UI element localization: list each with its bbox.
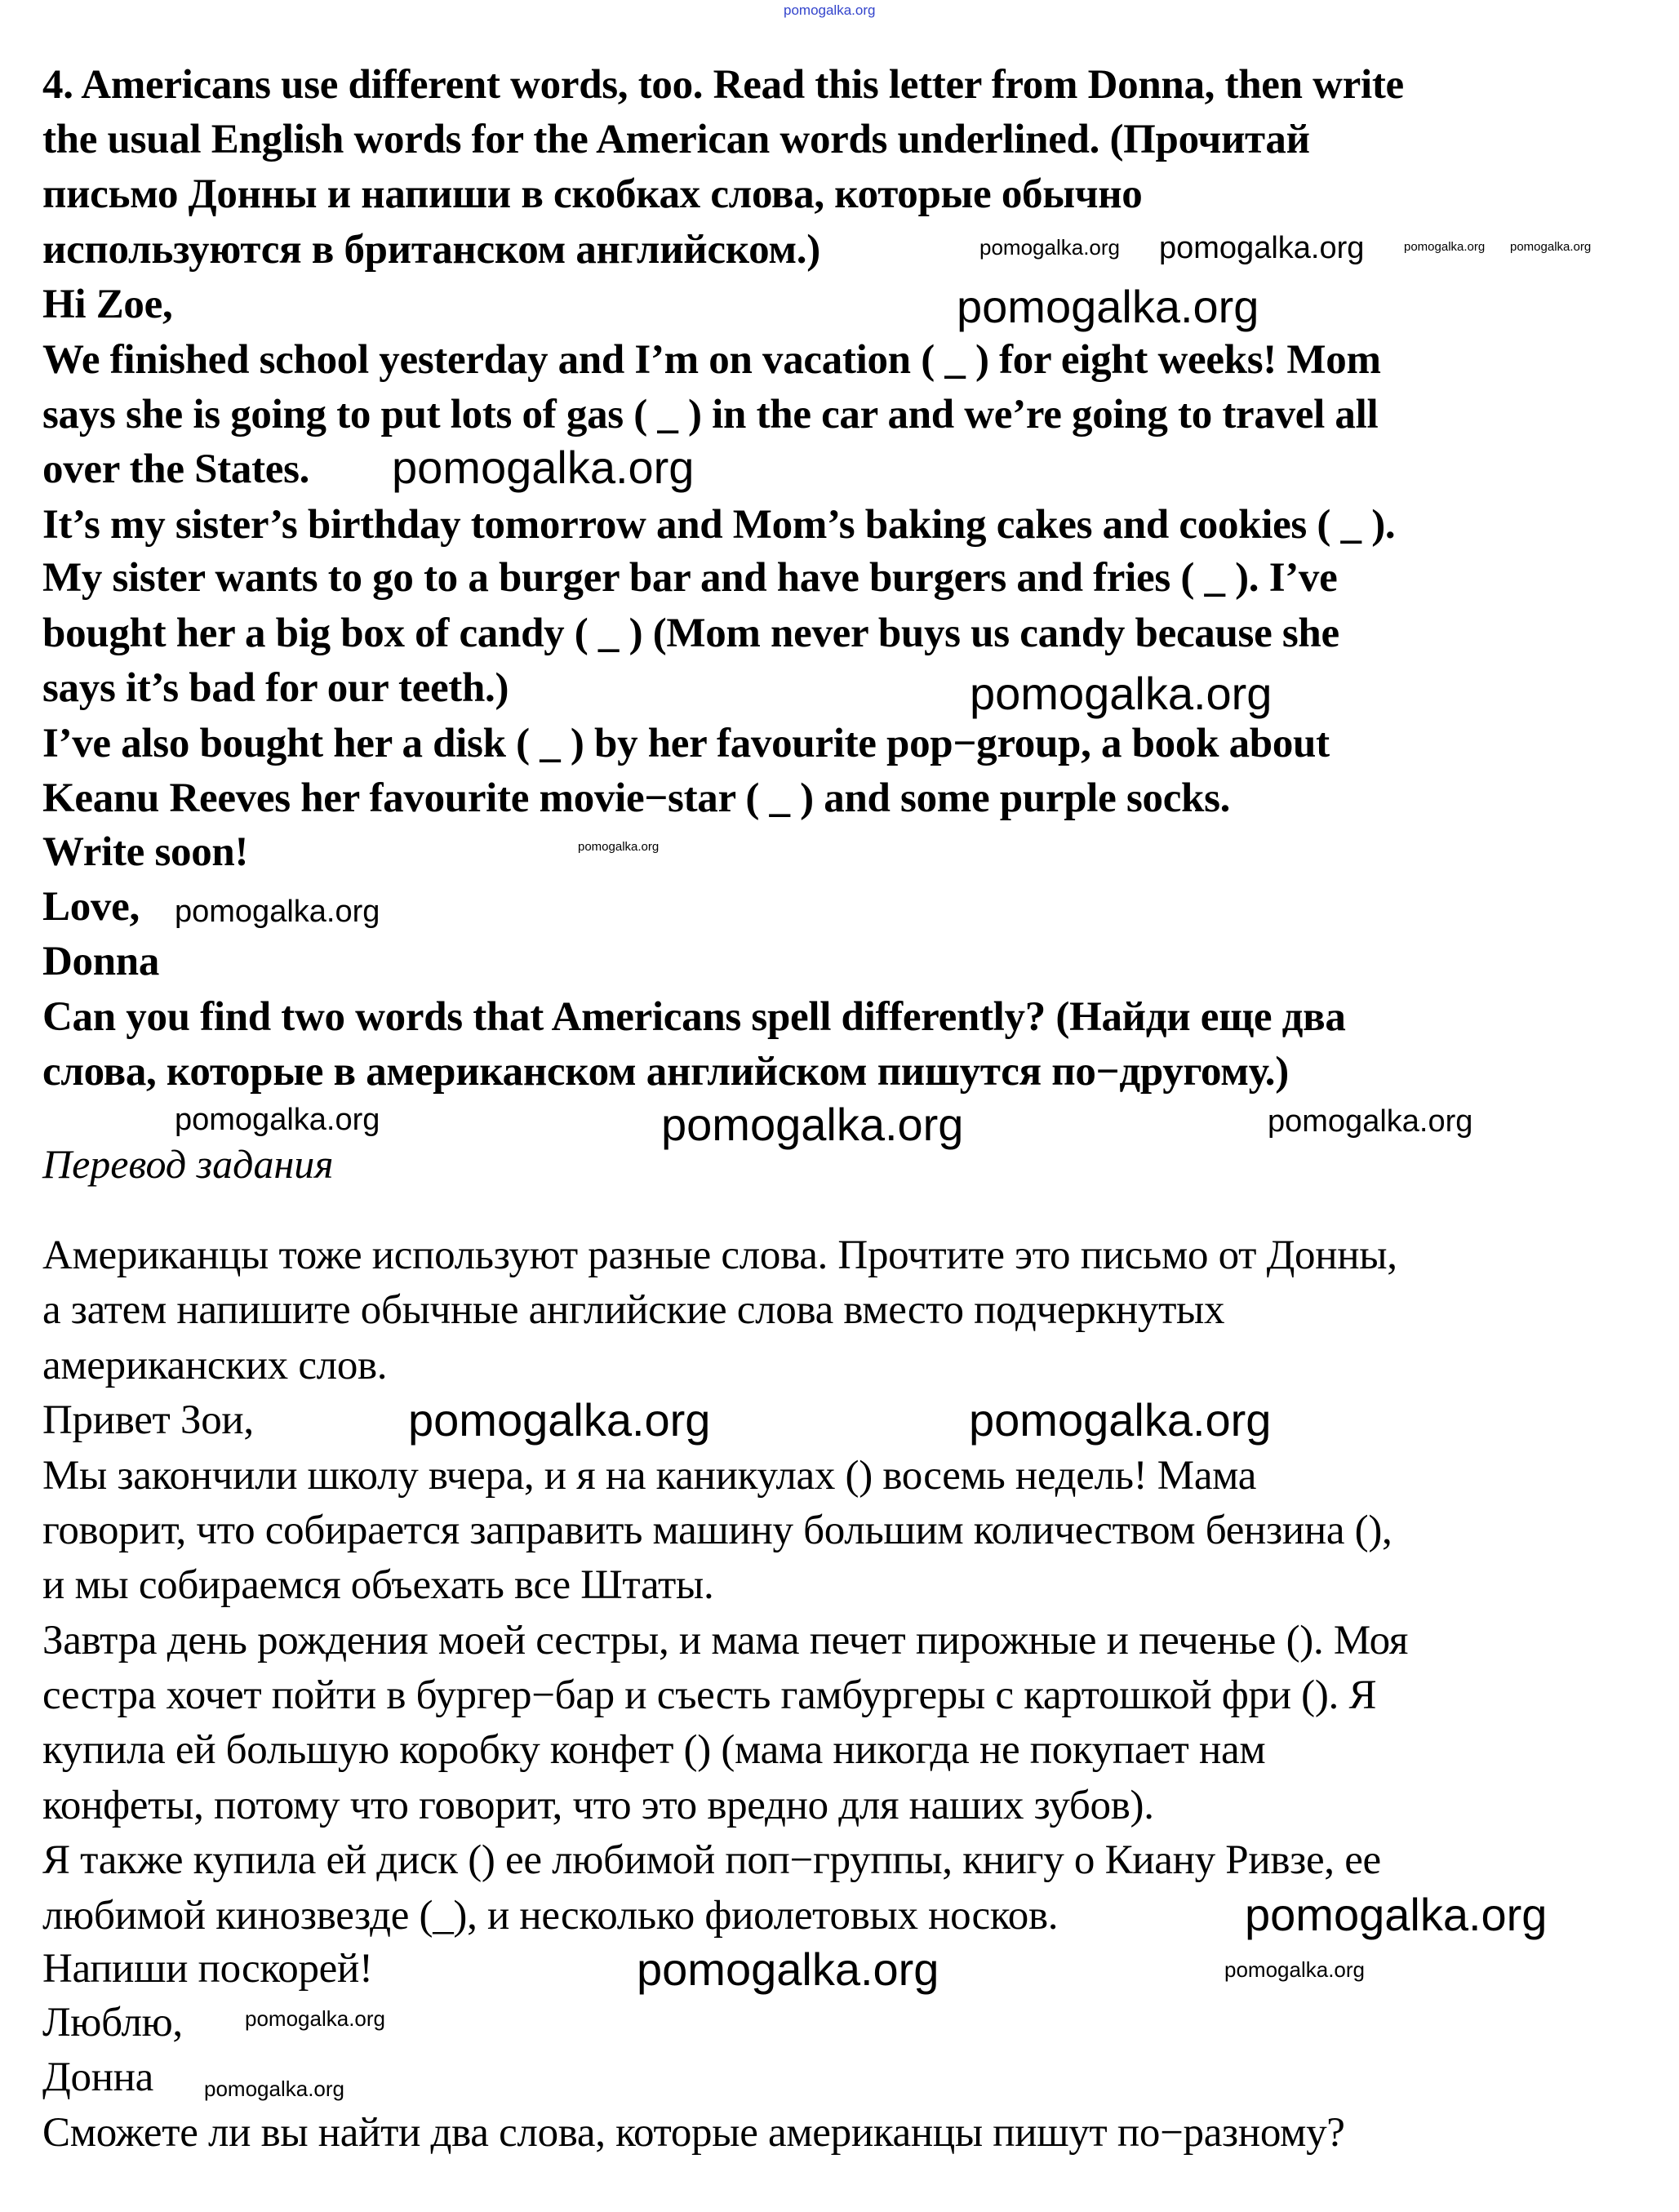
watermark: pomogalka.org [661,1099,964,1150]
task-line: the usual English words for the American words underlined. (Прочитай [42,117,1310,162]
translation-line: Американцы тоже используют разные слова. Прочтите это письмо от Донны, [42,1233,1397,1278]
watermark: pomogalka.org [1159,231,1365,265]
task-line: says she is going to put lots of gas ( _ ) in the car and we’re going to travel all [42,392,1379,438]
task-line: используются в британском английском.) [42,227,820,273]
watermark: pomogalka.org [979,235,1120,260]
translation-line: Привет Зои, [42,1397,254,1443]
translation-line: купила ей большую коробку конфет () (мама никогда не покупает нам [42,1727,1266,1773]
watermark: pomogalka.org [175,895,380,929]
watermark: pomogalka.org [408,1394,711,1446]
translation-line: любимой кинозвезде (_), и несколько фиолетовых носков. [42,1893,1059,1939]
watermark: pomogalka.org [1224,1957,1365,1982]
watermark: pomogalka.org [245,2006,385,2031]
translation-line: сестра хочет пойти в бургер−бар и съесть гамбургеры с картошкой фри (). Я [42,1672,1377,1718]
translation-heading: Перевод задания [42,1141,334,1187]
task-line: My sister wants to go to a burger bar and have burgers and fries ( _ ). I’ve [42,555,1338,601]
task-line: Love, [42,884,140,930]
task-line: письмо Донны и напиши в скобках слова, которые обычно [42,171,1143,217]
translation-line: Люблю, [42,2000,183,2045]
task-line: слова, которые в американском английском пишутся по−другому.) [42,1049,1289,1095]
translation-line: говорит, что собирается заправить машину большим количеством бензина (), [42,1508,1393,1553]
watermark: pomogalka.org [1510,240,1592,254]
translation-line: американских слов. [42,1343,388,1388]
translation-line: а затем напишите обычные английские слова вместо подчеркнутых [42,1287,1225,1333]
translation-line: конфеты, потому что говорит, что это вредно для наших зубов). [42,1783,1154,1828]
task-line: bought her a big box of candy ( _ ) (Mom never buys us candy because she [42,611,1339,656]
watermark: pomogalka.org [578,840,660,854]
watermark: pomogalka.org [784,2,876,18]
translation-line: Сможете ли вы найти два слова, которые американцы пишут по−разному? [42,2110,1345,2156]
task-line: Keanu Reeves her favourite movie−star ( _ ) and some purple socks. [42,775,1231,821]
task-line: says it’s bad for our teeth.) [42,665,509,711]
task-line: 4. Americans use different words, too. Read this letter from Donna, then write [42,62,1404,108]
task-line: Can you find two words that Americans spell differently? (Найди еще два [42,994,1346,1040]
task-line: It’s my sister’s birthday tomorrow and Mom’s baking cakes and cookies ( _ ). [42,502,1396,548]
watermark: pomogalka.org [1268,1104,1473,1139]
translation-line: Завтра день рождения моей сестры, и мама печет пирожные и печенье (). Моя [42,1618,1409,1663]
watermark: pomogalka.org [1404,240,1486,254]
watermark: pomogalka.org [392,442,695,493]
watermark: pomogalka.org [957,281,1259,332]
task-line: I’ve also bought her a disk ( _ ) by her favourite pop−group, a book about [42,721,1330,766]
translation-line: Я также купила ей диск () ее любимой поп−группы, книгу о Киану Ривзе, ее [42,1837,1381,1883]
translation-line: Напиши поскорей! [42,1946,373,1992]
task-line: Write soon! [42,829,249,875]
watermark: pomogalka.org [175,1103,380,1137]
task-line: Hi Zoe, [42,282,173,327]
watermark: pomogalka.org [970,668,1273,719]
task-line: We finished school yesterday and I’m on vacation ( _ ) for eight weeks! Mom [42,337,1381,383]
watermark: pomogalka.org [204,2077,344,2101]
translation-line: Мы закончили школу вчера, и я на каникулах () восемь недель! Мама [42,1453,1257,1499]
watermark: pomogalka.org [969,1394,1272,1446]
watermark: pomogalka.org [1245,1889,1548,1940]
translation-line: и мы собираемся объехать все Штаты. [42,1562,714,1608]
translation-line: Донна [42,2054,154,2100]
watermark: pomogalka.org [637,1943,939,1995]
task-line: over the States. [42,446,310,492]
task-line: Donna [42,939,160,984]
